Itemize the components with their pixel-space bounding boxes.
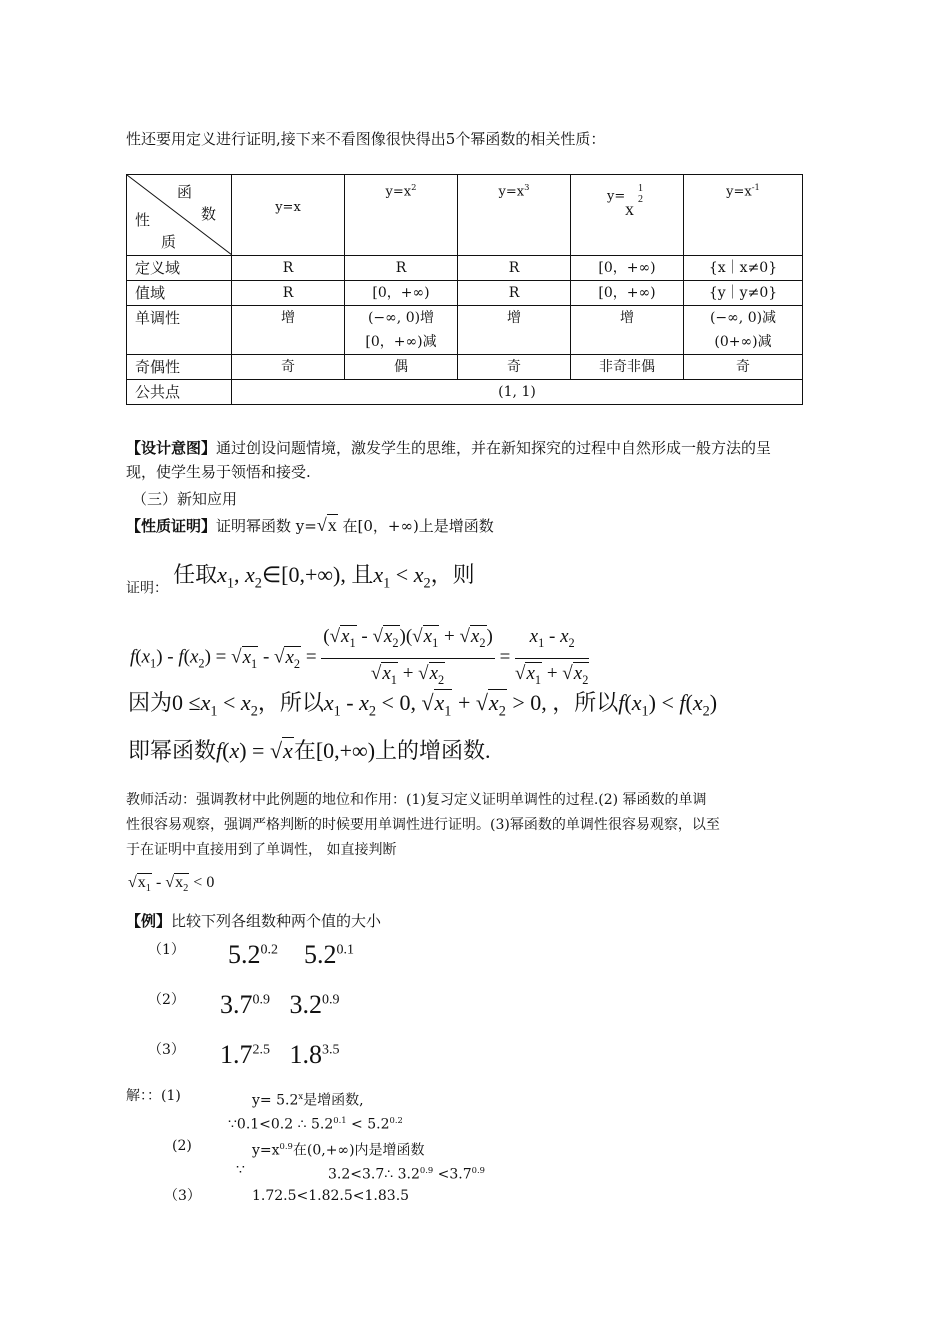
col-y-x-inv: $y=x^{-1}$	[684, 175, 803, 256]
col-y-x: y=x	[232, 175, 345, 256]
solution-3-label: （3）	[164, 1188, 201, 1204]
proof-line-4: 即幂函数f(x) = √x在[0,+∞)上的增函数.	[128, 738, 491, 763]
col-y-x2: $y=x^2$	[345, 175, 458, 256]
solution-label: 解：：(1)	[126, 1088, 181, 1104]
property-proof: 【性质证明】证明幂函数 y=√x 在[0，+∞)上是增函数	[126, 515, 494, 535]
solution-2b: 3.2<3.7∴ $3.2^{0.9} <3.7^{0.9}$	[328, 1165, 485, 1183]
design-intent: 【设计意图】通过创设问题情境，激发学生的思维，并在新知探究的过程中自然形成一般方法的呈 现，使学生易于领悟和接受.	[126, 439, 772, 481]
table-header-row	[127, 175, 803, 256]
intro-text: 性还要用定义进行证明,接下来不看图像很快得出5个幂函数的相关性质：	[126, 130, 606, 148]
example-item-1: （1） $5.2^{0.2}$ $5.2^{0.1}$	[148, 940, 354, 969]
power-function-properties-table	[126, 174, 803, 405]
teacher-activity: 教师活动：强调教材中此例题的地位和作用：(1)复习定义证明单调性的过程.(2) 幂函数的单调 性很容易观察，强调严格判断的时候要用单调性进行证明。(3)幂函数的单调性很容易观察，以至 于在证明中直接用到了单调性， 如直接判断	[126, 792, 720, 858]
col-y-x3: $y=x^3$	[458, 175, 571, 256]
example-item-3: （3） $1.7^{2.5}$ $1.8^{3.5}$	[148, 1040, 340, 1069]
inequality-example: $√x_1 - √x_2 < 0$	[128, 874, 215, 895]
solution-2a: $y=x^{0.9}$在(0,+∞)内是增函数	[252, 1141, 425, 1159]
table-row-parity: 奇偶性 奇 偶 奇 非奇非偶 奇	[127, 355, 803, 380]
solution-1a: $y= 5.2^x$是增函数,	[252, 1091, 364, 1109]
col-y-x-half: y= x 1 2	[571, 175, 684, 256]
solution-2-label: (2)	[172, 1138, 192, 1154]
corner-bottom: 质	[161, 233, 177, 251]
solution-2b-because: ∵	[236, 1162, 245, 1178]
proof-line-1: 证明： 任取$x_1$, $x_2\in[0,+\infty)$, 且$x_1 < x_2$，则	[126, 562, 475, 597]
solution-1b: ∵0.1<0.2 ∴ $5.2^{0.1} < 5.2^{0.2}$	[228, 1115, 403, 1133]
example-heading: 【例】比较下列各组数种两个值的大小	[126, 912, 382, 930]
table-row-common-point: 公共点 (1, 1)	[127, 380, 803, 405]
table-row-range: 值域 R [0，+∞) R [0，+∞) {y｜y≠0}	[127, 281, 803, 306]
corner-right: 数	[201, 205, 217, 223]
solution-3: 1.72.5<1.82.5<1.83.5	[252, 1188, 410, 1204]
proof-equation: $f(x_1) - f(x_2) = √x_1 - √x_2$ = $\frac{(√x_1 - √x_2)(√x_1 + √x_2)}{√x_1 + √x_2}$ = $\frac{x_1 - x_2}{√x_1 + √x_2}$	[130, 622, 589, 695]
example-item-2: （2） $3.7^{0.9}$ $3.2^{0.9}$	[148, 990, 340, 1019]
table-row-domain: 定义域 R R R [0，+∞) {x｜x≠0}	[127, 256, 803, 281]
proof-line-3: 因为$0 \le x_1 < x_2$，所以$x_1 - x_2 < 0$, $√x_1 + √x_2 > 0$, ，所以$f(x_1) < f(x_2)$	[128, 690, 718, 720]
table-row-monotonicity: 单调性 增 (−∞, 0)增 [0，+∞)减 增 增 (−∞, 0)减 (0+∞)减	[127, 306, 803, 355]
corner-left: 性	[135, 211, 151, 229]
section-three-heading: （三）新知应用	[132, 490, 238, 508]
corner-top: 函	[177, 183, 193, 201]
table-corner-cell	[127, 175, 232, 256]
